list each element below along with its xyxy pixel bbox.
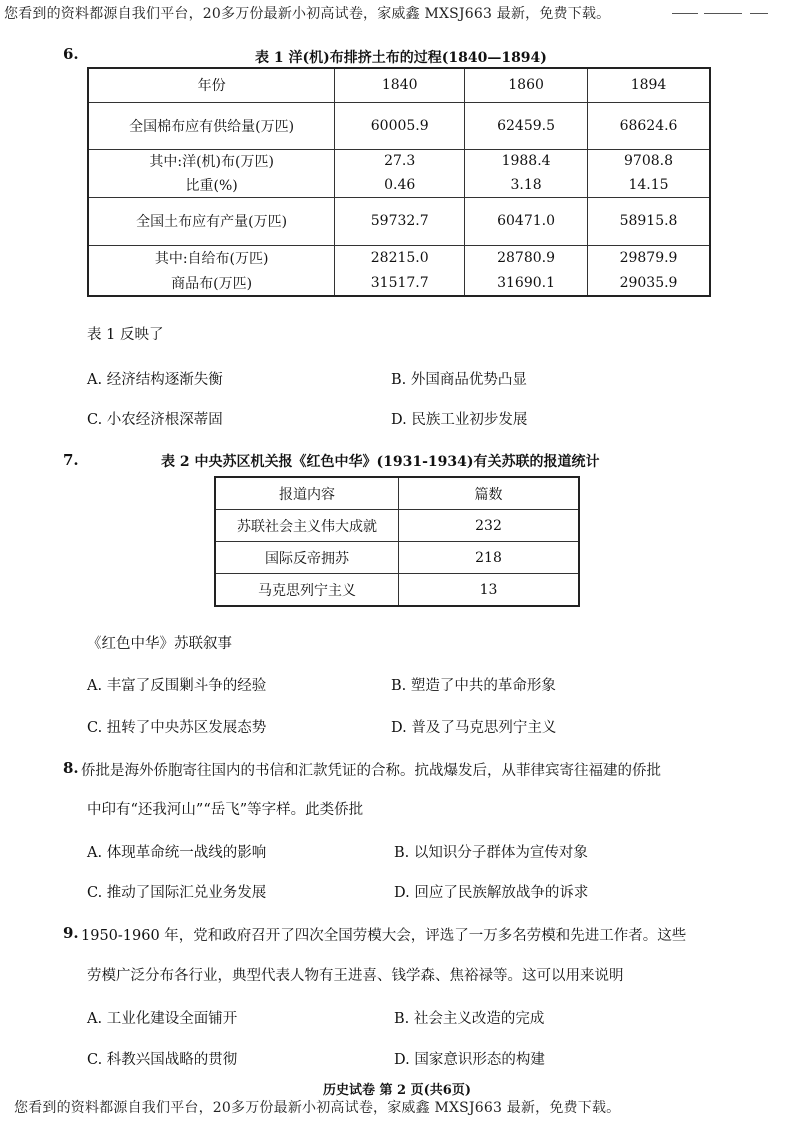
option-c: C. 推动了国际汇兑业务发展: [87, 885, 267, 901]
question-9-number: 9.: [63, 924, 79, 942]
option-c: C. 扭转了中央苏区发展态势: [87, 720, 267, 736]
page-footer: 历史试卷 第 2 页(共6页): [323, 1083, 471, 1098]
table-row: [88, 173, 710, 197]
option-a: A. 体现革命统一战线的影响: [87, 845, 267, 861]
question-7-stem: 《红色中华》苏联叙事: [87, 636, 232, 652]
table-cell: 国际反帝拥苏: [215, 542, 399, 574]
option-d: D. 民族工业初步发展: [391, 412, 528, 428]
table-row: [88, 270, 710, 296]
table-cell: 14.15: [588, 173, 710, 197]
table-cell: 59732.7: [335, 197, 465, 245]
header-rule: [750, 13, 768, 14]
question-8-number: 8.: [63, 759, 79, 777]
table-cell: 28780.9: [465, 245, 588, 270]
option-a: A. 工业化建设全面铺开: [87, 1011, 238, 1027]
option-b: B. 塑造了中共的革命形象: [391, 678, 556, 694]
table-header-cell: 1860: [465, 68, 588, 102]
table-cell: 0.46: [335, 173, 465, 197]
table-cell: 其中:洋(机)布(万匹): [88, 149, 335, 173]
table-cell: 28215.0: [335, 245, 465, 270]
table-cell: 其中:自给布(万匹): [88, 245, 335, 270]
option-c: C. 小农经济根深蒂固: [87, 412, 223, 428]
table-header-cell: 年份: [88, 68, 335, 102]
table-1: [87, 67, 711, 297]
option-d: D. 普及了马克思列宁主义: [391, 720, 557, 736]
bottom-banner: 您看到的资料都源自我们平台，20多万份最新小初高试卷，家威鑫 MXSJ663 最新，免费下载。: [14, 1100, 621, 1116]
option-b: B. 以知识分子群体为宣传对象: [394, 845, 588, 861]
table-cell: 58915.8: [588, 197, 710, 245]
table-cell: 全国土布应有产量(万匹): [88, 197, 335, 245]
table-1-caption: 表 1 洋(机)布排挤土布的过程(1840—1894): [255, 50, 547, 66]
table-cell: 9708.8: [588, 149, 710, 173]
table-cell: 60005.9: [335, 102, 465, 149]
table-cell: 218: [399, 542, 580, 574]
table-row: [215, 574, 579, 607]
table-header-cell: 1840: [335, 68, 465, 102]
question-8-stem-line-2: 中印有“还我河山”“岳飞”等字样。此类侨批: [87, 802, 364, 818]
option-b: B. 外国商品优势凸显: [391, 372, 527, 388]
table-cell: 27.3: [335, 149, 465, 173]
table-header-row: [88, 68, 710, 102]
header-rule: [672, 13, 698, 14]
table-header-cell: 报道内容: [215, 477, 399, 510]
option-d: D. 回应了民族解放战争的诉求: [394, 885, 589, 901]
header-rule: [704, 13, 742, 14]
table-cell: 商品布(万匹): [88, 270, 335, 296]
table-cell: 1988.4: [465, 149, 588, 173]
question-9-stem-line-2: 劳模广泛分布各行业，典型代表人物有王进喜、钱学森、焦裕禄等。这可以用来说明: [87, 968, 624, 984]
table-row: [215, 510, 579, 542]
option-a: A. 丰富了反围剿斗争的经验: [87, 678, 267, 694]
question-7-number: 7.: [63, 451, 79, 469]
table-cell: 31690.1: [465, 270, 588, 296]
option-d: D. 国家意识形态的构建: [394, 1052, 545, 1068]
table-row: [88, 102, 710, 149]
question-6-stem: 表 1 反映了: [87, 327, 164, 343]
question-6-number: 6.: [63, 45, 79, 63]
option-b: B. 社会主义改造的完成: [394, 1011, 545, 1027]
table-row: [88, 245, 710, 270]
table-cell: 232: [399, 510, 580, 542]
option-a: A. 经济结构逐渐失衡: [87, 372, 223, 388]
table-header-cell: 1894: [588, 68, 710, 102]
table-row: [88, 149, 710, 173]
table-cell: 马克思列宁主义: [215, 574, 399, 607]
table-cell: 62459.5: [465, 102, 588, 149]
table-cell: 60471.0: [465, 197, 588, 245]
table-2: [214, 476, 580, 607]
question-8-stem-line-1: 侨批是海外侨胞寄往国内的书信和汇款凭证的合称。抗战爆发后，从菲律宾寄往福建的侨批: [81, 763, 661, 779]
table-cell: 苏联社会主义伟大成就: [215, 510, 399, 542]
table-cell: 3.18: [465, 173, 588, 197]
table-header-row: [215, 477, 579, 510]
table-cell: 29035.9: [588, 270, 710, 296]
table-header-cell: 篇数: [399, 477, 580, 510]
table-cell: 68624.6: [588, 102, 710, 149]
top-banner: 您看到的资料都源自我们平台，20多万份最新小初高试卷，家威鑫 MXSJ663 最新，免费下载。: [4, 6, 611, 22]
table-row: [215, 542, 579, 574]
option-c: C. 科教兴国战略的贯彻: [87, 1052, 238, 1068]
table-cell: 全国棉布应有供给量(万匹): [88, 102, 335, 149]
table-cell: 比重(%): [88, 173, 335, 197]
table-row: [88, 197, 710, 245]
table-cell: 31517.7: [335, 270, 465, 296]
question-9-stem-line-1: 1950-1960 年，党和政府召开了四次全国劳模大会，评选了一万多名劳模和先进工作者。这些: [81, 928, 687, 944]
table-cell: 13: [399, 574, 580, 607]
table-cell: 29879.9: [588, 245, 710, 270]
table-2-caption: 表 2 中央苏区机关报《红色中华》(1931-1934)有关苏联的报道统计: [161, 454, 600, 470]
